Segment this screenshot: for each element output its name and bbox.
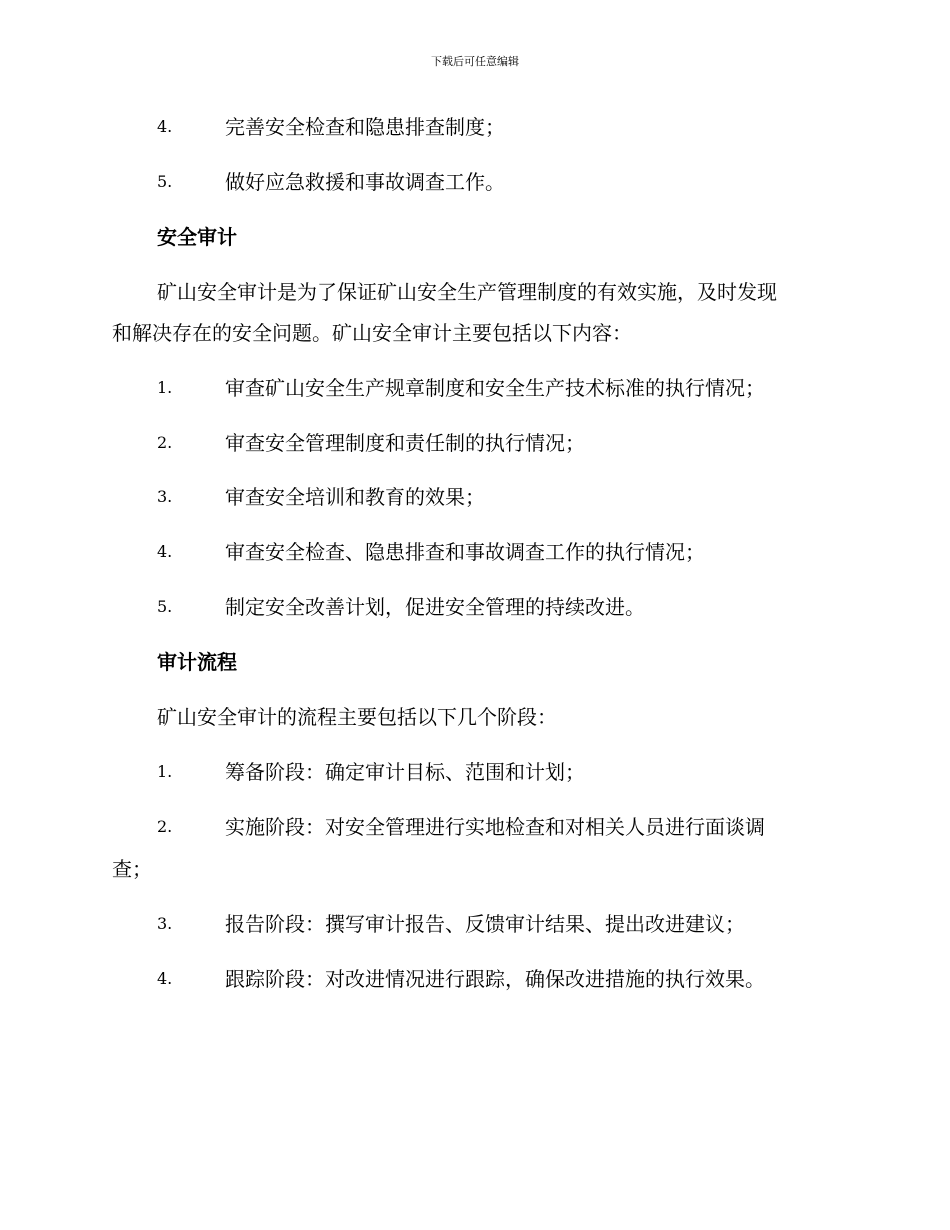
list-item-text: 审查安全检查、隐患排查和事故调查工作的执行情况；: [225, 540, 705, 564]
section-heading-process: 审计流程: [157, 650, 237, 674]
list-item-number: 3.: [157, 914, 173, 933]
paragraph-text: 矿山安全审计是为了保证矿山安全生产管理制度的有效实施，及时发现: [157, 280, 777, 304]
page-header: 下载后可任意编辑: [431, 55, 519, 68]
list-item-text: 报告阶段：撰写审计报告、反馈审计结果、提出改进建议；: [225, 912, 745, 936]
paragraph-text: 查；: [112, 857, 152, 881]
list-item-number: 5.: [157, 597, 173, 616]
list-item-number: 2.: [157, 817, 173, 836]
list-item-text: 完善安全检查和隐患排查制度；: [225, 115, 505, 139]
list-item-number: 4.: [157, 117, 173, 136]
list-item-number: 1.: [157, 762, 173, 781]
list-item-text: 审查安全管理制度和责任制的执行情况；: [225, 431, 585, 455]
list-item-text: 做好应急救援和事故调查工作。: [225, 170, 505, 194]
list-item-text: 跟踪阶段：对改进情况进行跟踪，确保改进措施的执行效果。: [225, 967, 765, 991]
list-item-number: 1.: [157, 378, 173, 397]
paragraph-text: 和解决存在的安全问题。矿山安全审计主要包括以下内容：: [112, 321, 632, 345]
list-item-text: 筹备阶段：确定审计目标、范围和计划；: [225, 760, 585, 784]
list-item-number: 4.: [157, 969, 173, 988]
list-item-text: 实施阶段：对安全管理进行实地检查和对相关人员进行面谈调: [225, 815, 765, 839]
list-item-number: 2.: [157, 433, 173, 452]
list-item-text: 审查矿山安全生产规章制度和安全生产技术标准的执行情况；: [225, 376, 765, 400]
list-item-number: 5.: [157, 172, 173, 191]
list-item-number: 3.: [157, 487, 173, 506]
paragraph-text: 矿山安全审计的流程主要包括以下几个阶段：: [157, 705, 557, 729]
list-item-number: 4.: [157, 542, 173, 561]
list-item-text: 制定安全改善计划，促进安全管理的持续改进。: [225, 595, 645, 619]
list-item-text: 审查安全培训和教育的效果；: [225, 485, 485, 509]
section-heading-audit: 安全审计: [157, 225, 237, 249]
